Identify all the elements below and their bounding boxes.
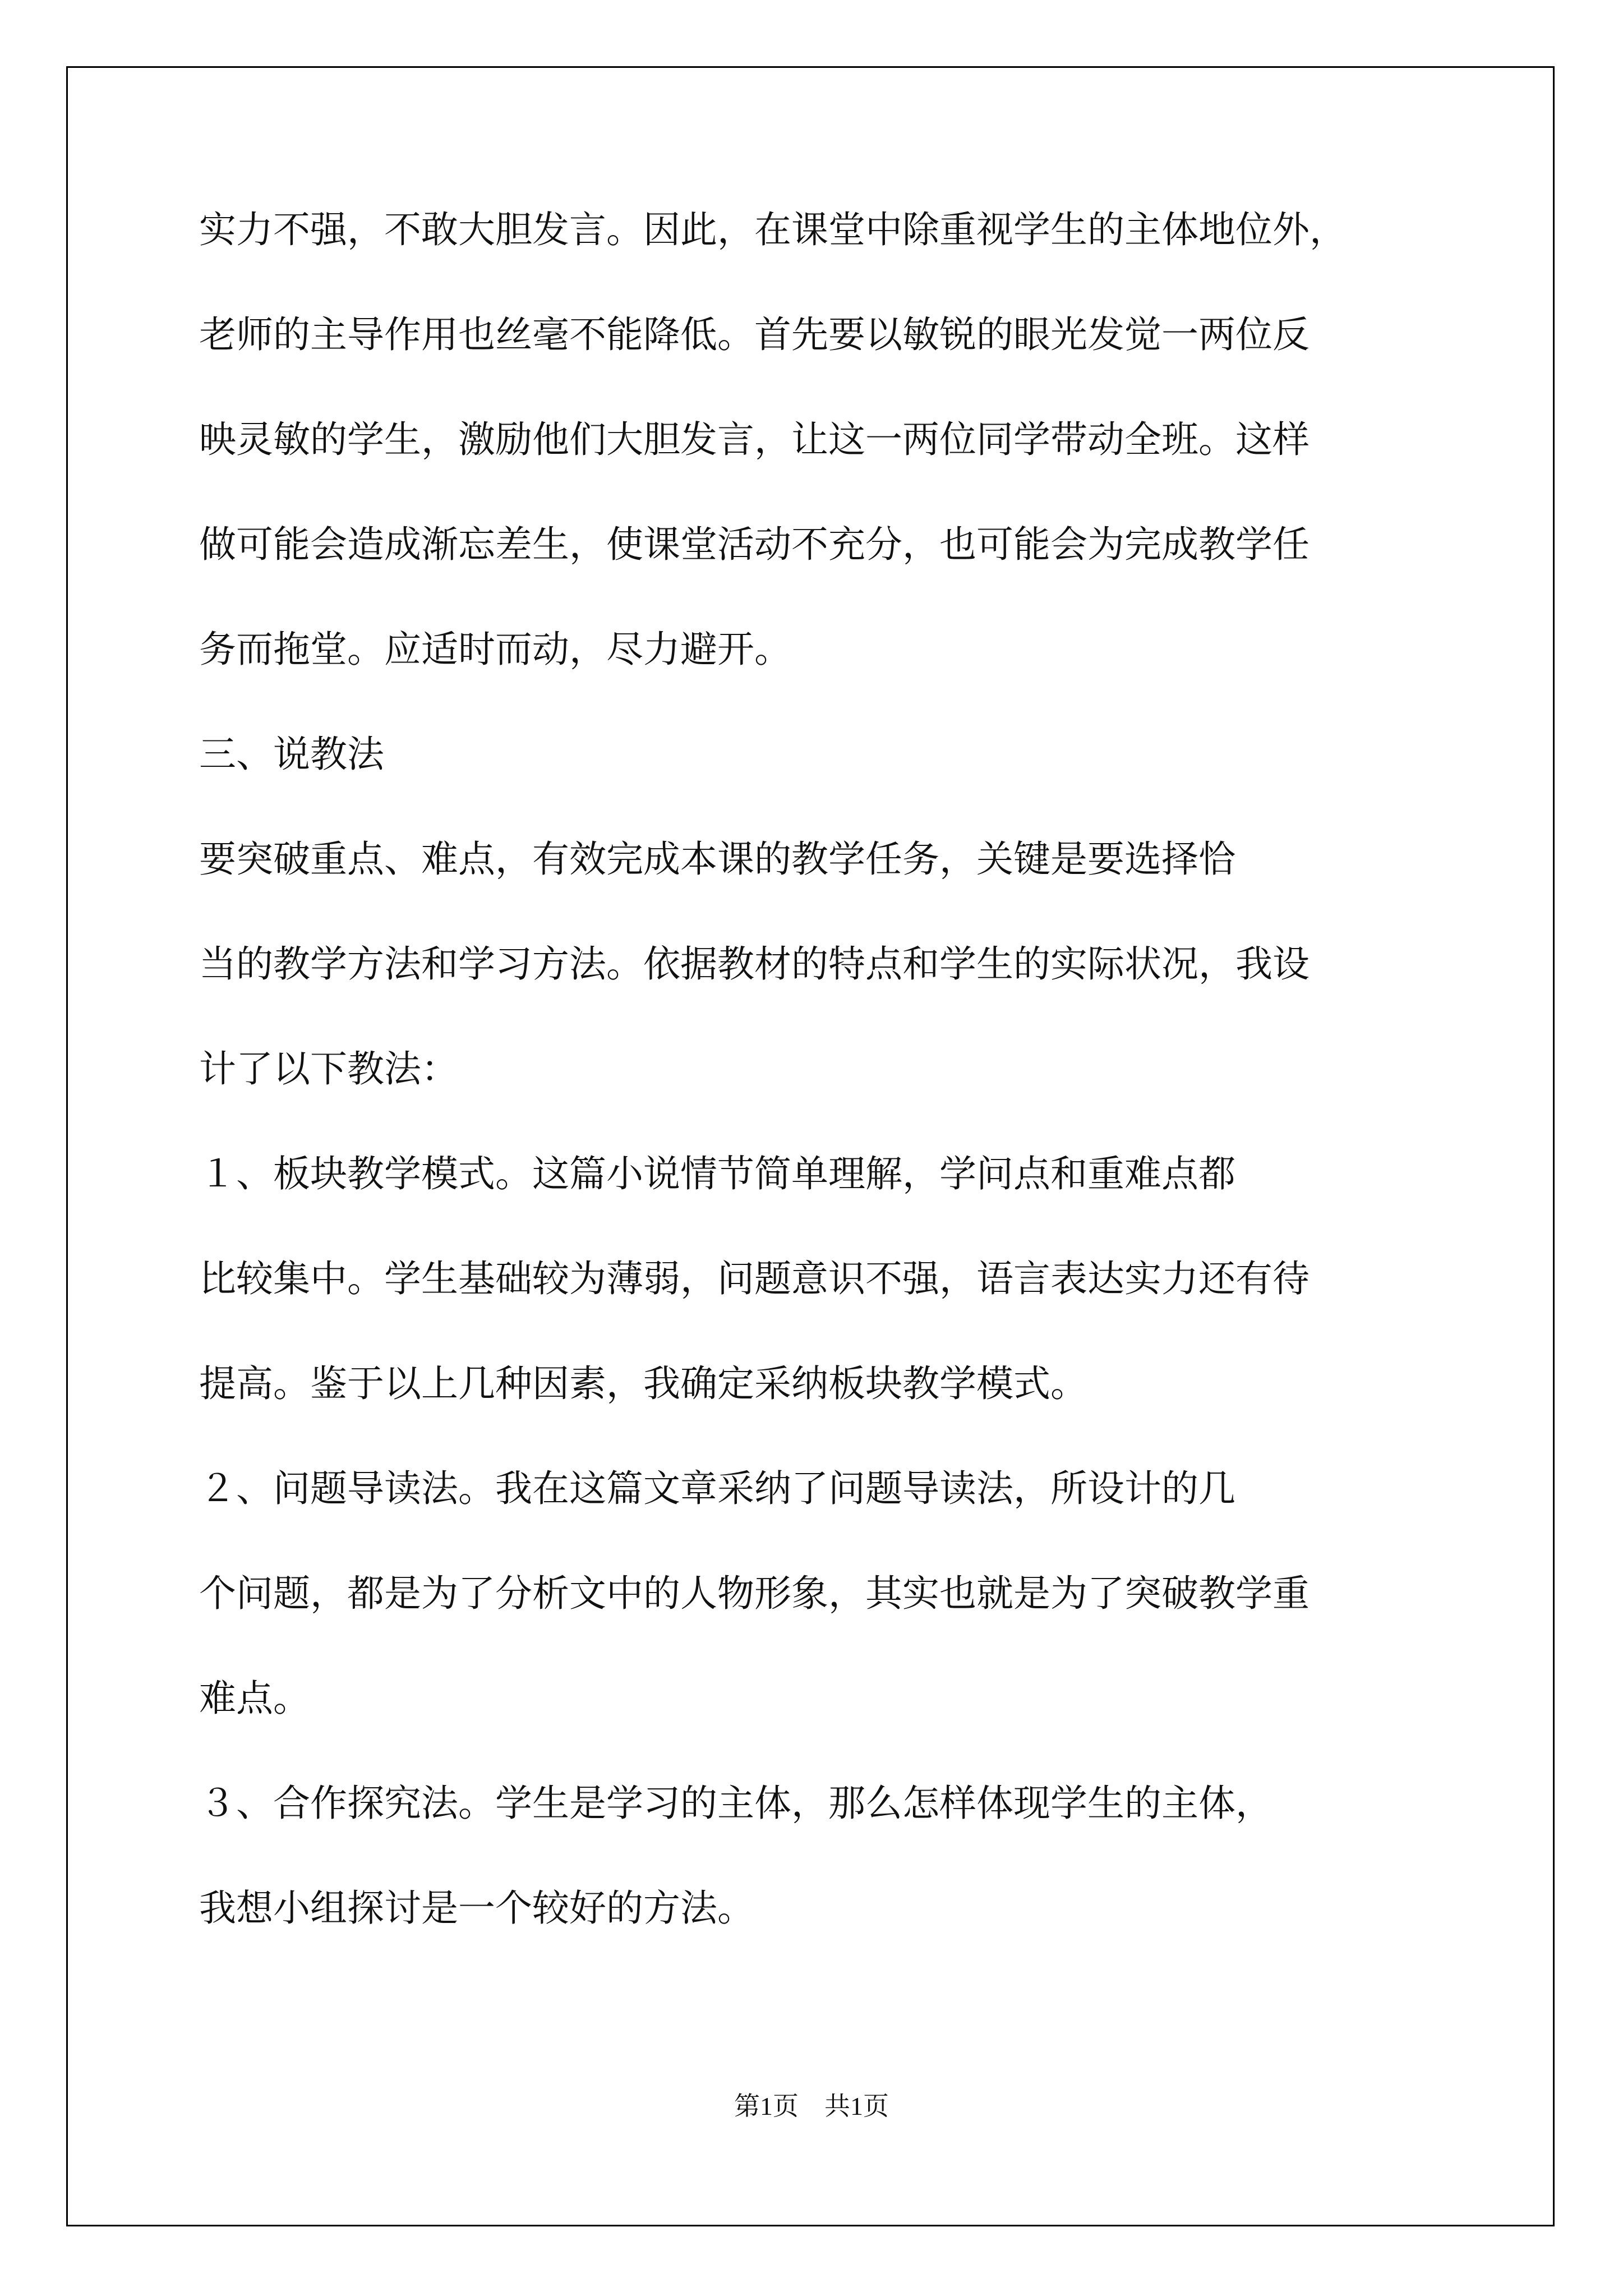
text-line: 提高。鉴于以上几种因素，我确定采纳板块教学模式。 bbox=[199, 1362, 1087, 1405]
text-line: 实力不强，不敢大胆发言。因此，在课堂中除重视学生的主体地位外， bbox=[199, 208, 1347, 251]
text-line: ２、问题导读法。我在这篇文章采纳了问题导读法，所设计的几 bbox=[199, 1467, 1235, 1510]
text-line: １、板块教学模式。这篇小说情节简单理解，学问点和重难点都 bbox=[199, 1152, 1235, 1195]
text-line: 老师的主导作用也丝毫不能降低。首先要以敏锐的眼光发觉一两位反 bbox=[199, 313, 1310, 356]
text-line: 做可能会造成渐忘差生，使课堂活动不充分，也可能会为完成教学任 bbox=[199, 523, 1310, 566]
text-line: ３、合作探究法。学生是学习的主体，那么怎样体现学生的主体， bbox=[199, 1782, 1272, 1825]
text-line: 映灵敏的学生，激励他们大胆发言，让这一两位同学带动全班。这样 bbox=[199, 418, 1310, 461]
text-line: 计了以下教法： bbox=[199, 1047, 458, 1091]
text-line: 个问题，都是为了分析文中的人物形象，其实也就是为了突破教学重 bbox=[199, 1572, 1310, 1615]
page-number-footer: 第1页 共1页 bbox=[734, 2092, 889, 2120]
text-line: 比较集中。学生基础较为薄弱，问题意识不强，语言表达实力还有待 bbox=[199, 1257, 1310, 1300]
text-line: 我想小组探讨是一个较好的方法。 bbox=[199, 1887, 754, 1930]
section-heading: 三、说教法 bbox=[199, 733, 384, 776]
text-line: 要突破重点、难点，有效完成本课的教学任务，关键是要选择恰 bbox=[199, 838, 1235, 881]
text-line: 务而拖堂。应适时而动，尽力避开。 bbox=[199, 628, 791, 671]
text-line: 当的教学方法和学习方法。依据教材的特点和学生的实际状况，我设 bbox=[199, 942, 1310, 986]
text-line: 难点。 bbox=[199, 1677, 310, 1720]
